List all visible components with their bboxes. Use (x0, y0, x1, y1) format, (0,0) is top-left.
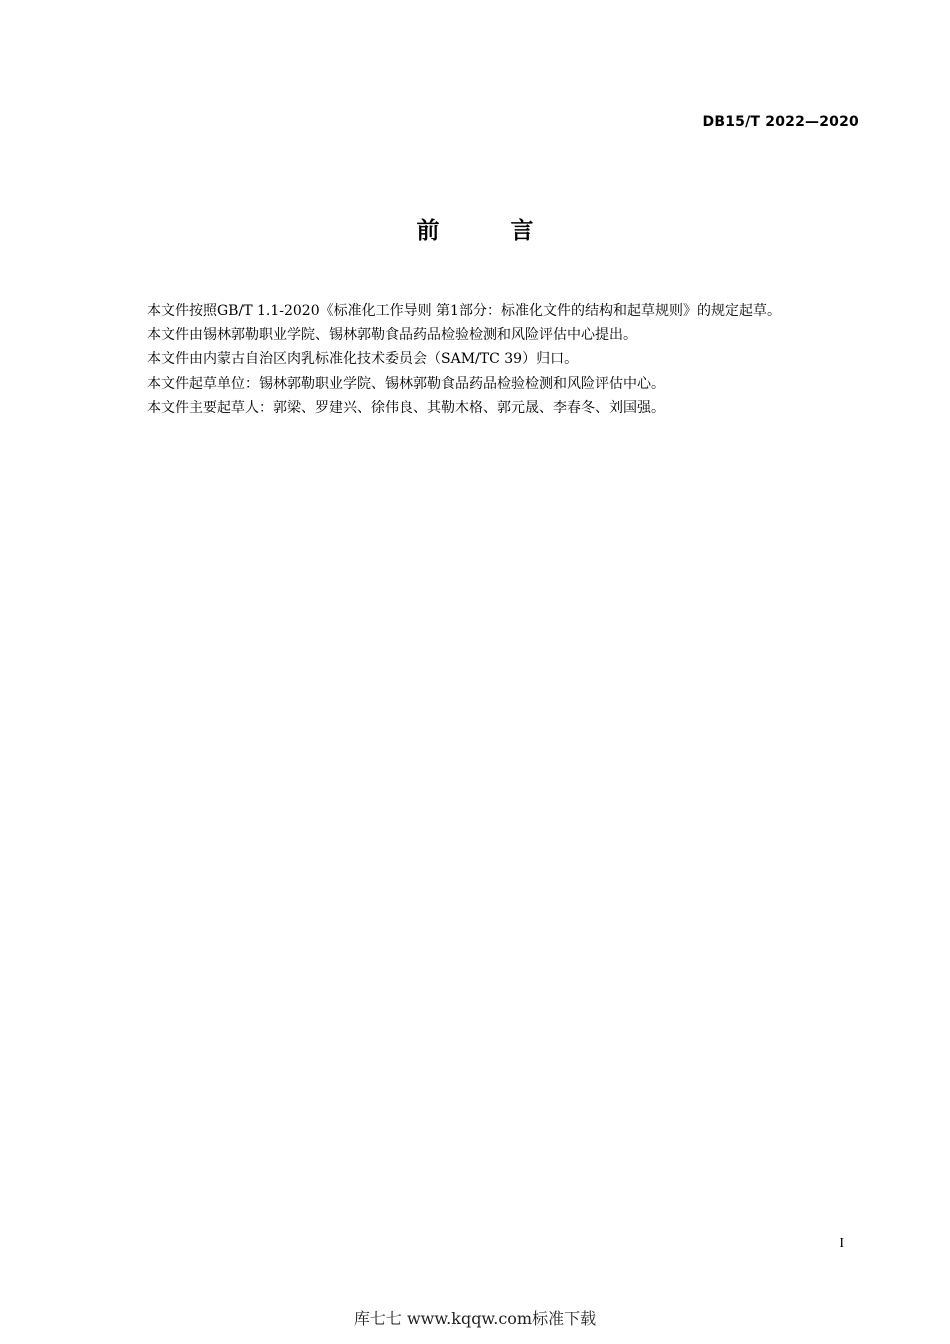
paragraph-proposer: 本文件由锡林郭勒职业学院、锡林郭勒食品药品检验检测和风险评估中心提出。 (147, 327, 637, 344)
paragraph-drafters: 本文件主要起草人：郭梁、罗建兴、徐伟良、其勒木格、郭元晟、李春冬、刘国强。 (147, 399, 665, 416)
footer-watermark: 库七七 www.kqqw.com标准下载 (353, 1309, 597, 1328)
paragraph-drafting-rules: 本文件按照GB/T 1.1-2020《标准化工作导则 第1部分：标准化文件的结构和起草规则》的规定起草。 (147, 303, 781, 319)
page-title: 前 言 (416, 218, 558, 244)
standard-code: DB15/T 2022—2020 (702, 114, 859, 130)
paragraph-technical-committee: 本文件由内蒙古自治区肉乳标准化技术委员会（SAM/TC 39）归口。 (147, 351, 579, 368)
paragraph-drafting-units: 本文件起草单位：锡林郭勒职业学院、锡林郭勒食品药品检验检测和风险评估中心。 (147, 375, 665, 392)
page-number: I (839, 1236, 844, 1251)
foreword-body (114, 299, 860, 420)
